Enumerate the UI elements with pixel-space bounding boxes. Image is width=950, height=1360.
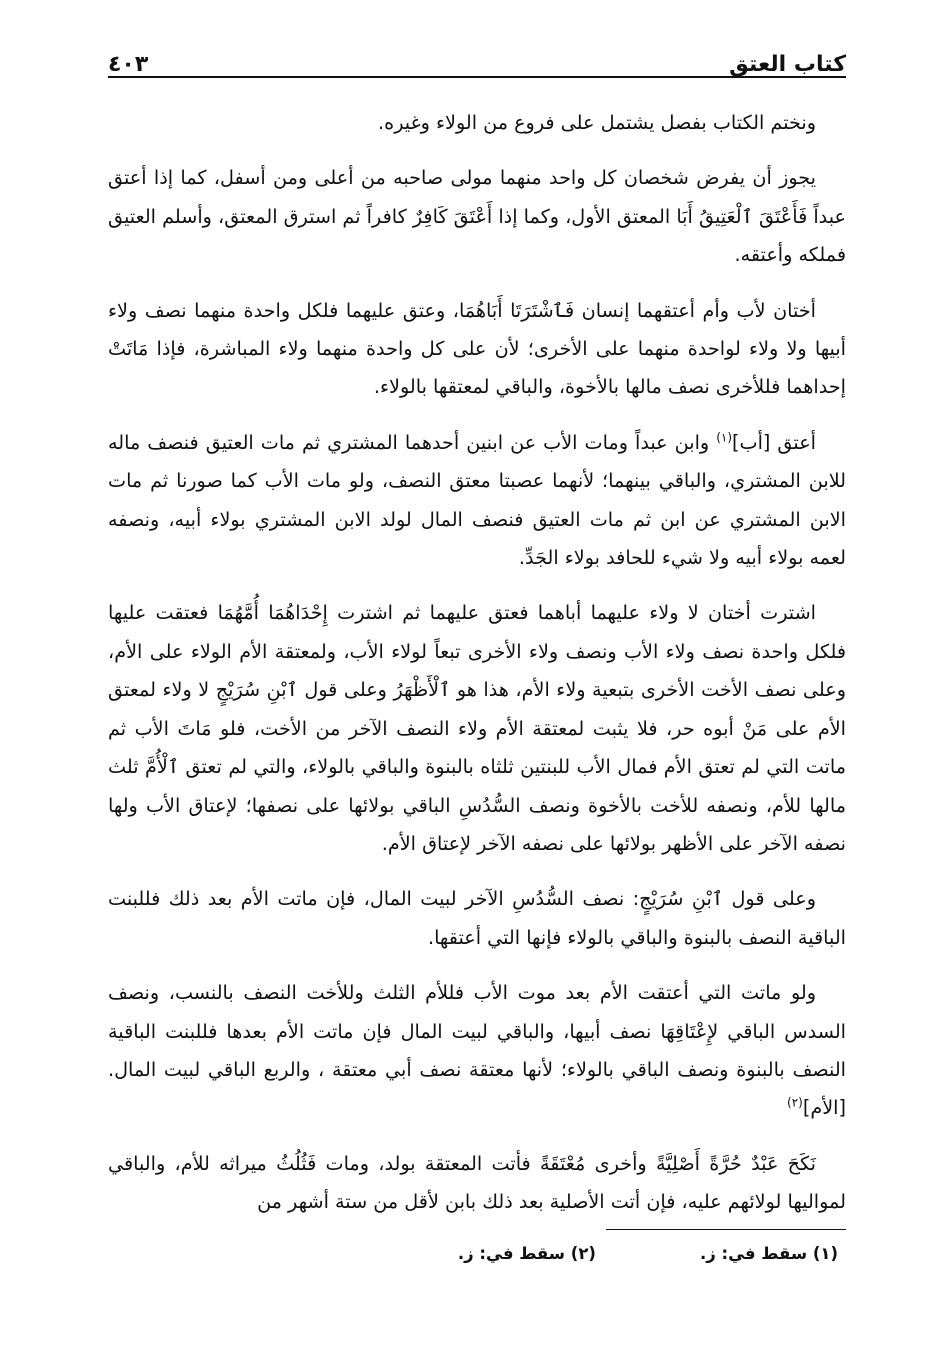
paragraph-1: ونختم الكتاب بفصل يشتمل على فروع من الولاء وغيره. bbox=[378, 111, 816, 134]
footnote-ref-1: (١) bbox=[716, 430, 733, 445]
footnote-ref-2: (٢) bbox=[787, 1095, 803, 1110]
paragraph-7-tail: [الأم] bbox=[802, 1096, 846, 1120]
paragraph-4 bbox=[108, 424, 846, 578]
footnote-2: (٢) سقط في: ز. bbox=[457, 1244, 596, 1263]
paragraph-8: نَكَحَ عَبْدٌ حُرَّةً أَصْلِيَّةً وأخرى مُعْتَقَةً فأتت المعتقة بولد، ومات فَثُلُثُ ميراثه للأم، والباقي لمواليها لولائهم عليه، فإن أتت الأصلية بعد ذلك بابن لأقل من ستة أشهر من bbox=[108, 1151, 846, 1214]
running-title: كتاب العتق bbox=[729, 52, 846, 77]
paragraph-7 bbox=[108, 974, 846, 1128]
paragraph-2: يجوز أن يفرض شخصان كل واحد منهما مولى صاحبه من أعلى ومن أسفل، كما إذا أعتق عبداً فَأَعْتَقَ ٱلْعَتِيقُ أَبَا المعتق الأول، وكما إذا أَعْتَقَ كَافِرٌ كافراً ثم استرق المعتق، وأسلم العتيق فملكه وأعتقه. bbox=[108, 166, 846, 267]
footnotes bbox=[108, 1244, 838, 1263]
paragraph-6: وعلى قول ٱبْنِ سُرَيْجٍ: نصف السُّدُسِ الآخر لبيت المال، فإن ماتت الأم بعد ذلك فللبنت الباقية النصف بالبنوة والباقي بالولاء فإنها التي أعتقها. bbox=[108, 887, 846, 949]
book-page bbox=[108, 38, 846, 1360]
paragraph-4-body: وابن عبداً ومات الأب عن ابنين أحدهما المشتري ثم مات العتيق فنصف ماله للابن المشتري، والباقي بينهما؛ لأنهما عصبتا معتق النصف، ولو مات الأب كما صورنا ثم مات الابن المشتري عن ابن ثم مات العتيق فنصف المال لولد الابن المشتري بولاء أبيه، ونصفه لعمه بولاء أبيه ولا شيء للحافد بولاء الجَدِّ. bbox=[108, 430, 846, 570]
paragraph-5: اشترت أختان لا ولاء عليهما أباهما فعتق عليهما ثم اشترت إِحْدَاهُمَا أُمَّهُمَا فعتقت عليها فلكل واحدة نصف ولاء الأب ونصف ولاء الأخرى تبعاً لولاء الأب، ولمعتقة الأم الولاء على الأم، وعلى نصف الأخت الأخرى بتبعية ولاء الأم، هذا هو ٱلْأَظْهَرُ وعلى قول ٱبْنِ سُرَيْجٍ لا ولاء لمعتق الأم على مَنْ أبوه حر، فلا يثبت لمعتقة الأم ولاء النصف الآخر من الأخت، فلو مَاتَ الأب ثم ماتت التي لم تعتق الأم فمال الأب للبنتين ثلثاه بالبنوة والباقي بالولاء، والتي لم تعتق ٱلْأُمَّ ثلث مالها للأم، ونصفه للأخت بالأخوة ونصف السُّدُسِ الباقي بولائها على نصفها؛ لإعتاق الأب ولها نصفه الآخر على الأظهر بولائها على نصفه الآخر لإعتاق الأم. bbox=[108, 601, 846, 855]
paragraph-4-lead: أعتق [أب] bbox=[732, 430, 816, 454]
page-number: ٤٠٣ bbox=[108, 52, 149, 77]
footnote-1: (١) سقط في: ز. bbox=[699, 1244, 838, 1263]
paragraph-3: أختان لأب وأم أعتقهما إنسان فَٱشْتَرَتَا أَبَاهُمَا، وعتق عليهما فلكل واحدة منهما نصف ولاء أبيها ولا ولاء لواحدة منهما على الأخرى؛ لأن على كل واحدة منهما ولاء المباشرة، فإذا مَاتَتْ إحداهما فللأخرى نصف مالها بالأخوة، والباقي لمعتقها بالولاء. bbox=[108, 298, 846, 399]
footnote-rule bbox=[606, 1229, 846, 1230]
paragraph-7-body: ولو ماتت التي أعتقت الأم بعد موت الأب فللأم الثلث وللأخت النصف بالنسب، ونصف السدس الباقي لإِعْتَاقِهَا نصف أبيها، والباقي لبيت المال فإن ماتت الأم بعدها فللبنت الباقية النصف بالبنوة ونصف الباقي بالولاء؛ لأنها معتقة نصف أبي معتقة ، والربع الباقي لبيت المال. bbox=[108, 981, 846, 1081]
page-header bbox=[108, 38, 846, 76]
main-text bbox=[108, 104, 846, 1222]
